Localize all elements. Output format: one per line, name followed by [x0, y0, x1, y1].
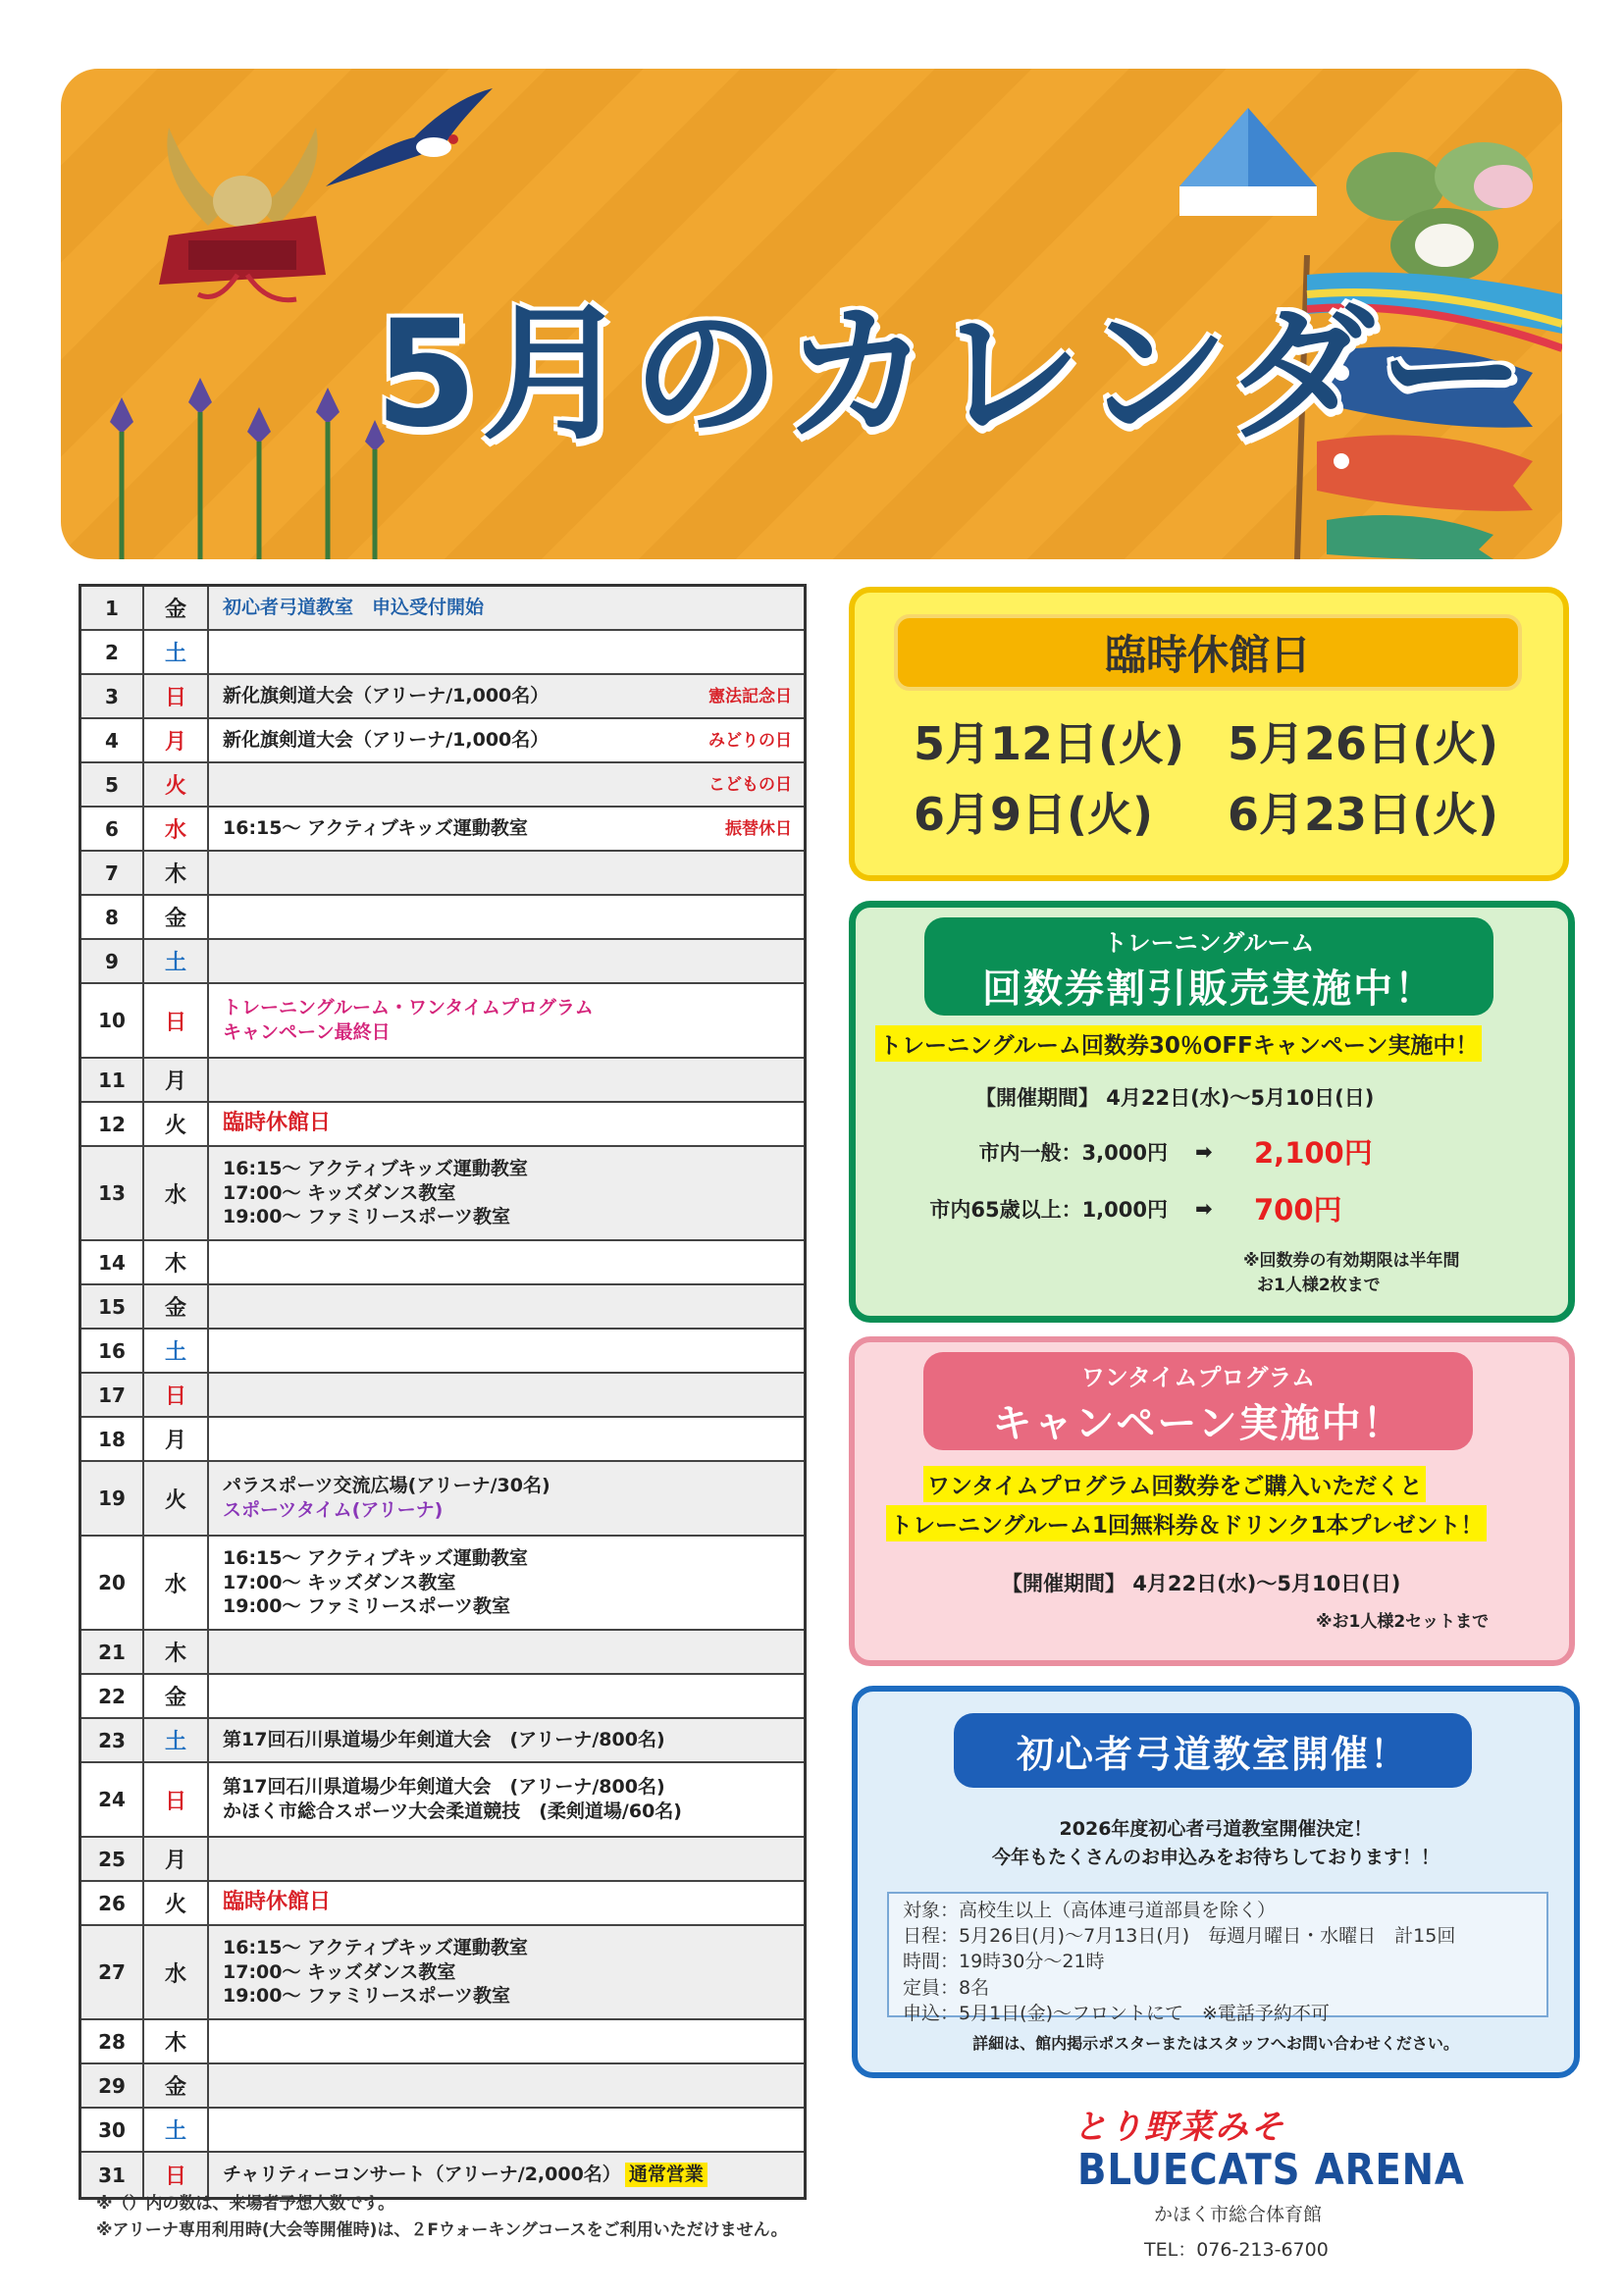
calendar-row — [81, 2064, 804, 2109]
calendar-events — [209, 1147, 804, 1239]
calendar-row — [81, 1059, 804, 1103]
calendar-events — [209, 1675, 804, 1717]
onetime-program-panel — [849, 1336, 1575, 1666]
calendar-row — [81, 2109, 804, 2153]
calendar-day-number: 9 — [81, 940, 144, 982]
origami-helmet-icon — [1170, 98, 1327, 226]
calendar-day-number: 16 — [81, 1330, 144, 1372]
calendar-event: トレーニングルーム・ワンタイムプログラム — [223, 997, 594, 1019]
calendar-events — [209, 1537, 804, 1629]
training-note: ※回数券の有効期限は半年間 — [1243, 1251, 1460, 1271]
training-subtitle: トレーニングルーム — [1103, 929, 1315, 957]
calendar-events — [209, 1838, 804, 1880]
calendar-events — [209, 1374, 804, 1416]
venue-phone: TEL：076-213-6700 — [1144, 2239, 1329, 2261]
sponsor-logo: とり野菜みそ — [1073, 2108, 1285, 2147]
calendar-events — [209, 1059, 804, 1101]
training-room-panel — [849, 901, 1575, 1323]
calendar-events — [209, 675, 804, 717]
calendar-day-number: 4 — [81, 719, 144, 761]
onetime-heading — [923, 1352, 1473, 1450]
calendar-row — [81, 1675, 804, 1719]
calendar-event: 17:00～ キッズダンス教室 — [223, 1571, 456, 1593]
calendar-row — [81, 1462, 804, 1537]
calendar-holiday: こどもの日 — [708, 774, 792, 795]
onetime-line2: トレーニングルーム1回無料券＆ドリンク1本プレゼント！ — [886, 1505, 1487, 1541]
calendar-event: パラスポーツ交流広場(アリーナ/30名) — [223, 1475, 550, 1497]
calendar-weekday: 水 — [144, 1537, 209, 1629]
calendar-weekday: 火 — [144, 763, 209, 806]
calendar-row — [81, 763, 804, 808]
calendar-events — [209, 1330, 804, 1372]
calendar-day-number: 21 — [81, 1631, 144, 1673]
price-senior-label: 市内65歳以上：1,000円 — [929, 1197, 1168, 1222]
kyudo-class-panel — [852, 1686, 1580, 2078]
calendar-weekday: 月 — [144, 1418, 209, 1460]
calendar-event: 第17回石川県道場少年剣道大会 (アリーナ/800名) — [223, 1729, 665, 1751]
calendar-weekday: 月 — [144, 1059, 209, 1101]
calendar-row — [81, 1103, 804, 1147]
calendar-weekday: 金 — [144, 587, 209, 629]
calendar-events — [209, 1631, 804, 1673]
note-line: ※（）内の数は、来場者予想人数です。 — [96, 2194, 395, 2214]
arena-logo: BLUECATS ARENA — [1077, 2145, 1465, 2195]
calendar-row — [81, 587, 804, 631]
calendar-day-number: 22 — [81, 1675, 144, 1717]
calendar-events — [209, 1719, 804, 1761]
calendar-row — [81, 675, 804, 719]
calendar-day-number: 10 — [81, 984, 144, 1057]
calendar-weekday: 月 — [144, 1838, 209, 1880]
calendar-event: 16:15～ アクティブキッズ運動教室 — [223, 1546, 528, 1569]
calendar-day-number: 30 — [81, 2109, 144, 2151]
calendar-day-number: 2 — [81, 631, 144, 673]
calendar-weekday: 土 — [144, 1719, 209, 1761]
calendar-events — [209, 940, 804, 982]
kyudo-intro — [858, 1815, 1574, 1873]
calendar-day-number: 26 — [81, 1882, 144, 1924]
calendar-weekday: 木 — [144, 852, 209, 894]
venue-name: かほく市総合体育館 — [1154, 2204, 1323, 2225]
calendar-day-number: 25 — [81, 1838, 144, 1880]
calendar-events — [209, 1285, 804, 1328]
calendar-events — [209, 2064, 804, 2107]
calendar-weekday: 土 — [144, 2109, 209, 2151]
calendar-events — [209, 808, 804, 850]
calendar-event: 第17回石川県道場少年剣道大会 (アリーナ/800名) — [223, 1776, 665, 1799]
calendar-event: 17:00～ キッズダンス教室 — [223, 1960, 456, 1983]
calendar-row — [81, 1374, 804, 1418]
calendar-row — [81, 1330, 804, 1374]
kyudo-detail: 日程：5月26日(月)～7月13日(月) 毎週月曜日・水曜日 計15回 — [903, 1925, 1456, 1948]
calendar-event: 16:15～ アクティブキッズ運動教室 — [223, 1157, 528, 1179]
calendar-holiday: みどりの日 — [708, 730, 792, 751]
calendar-events — [209, 1763, 804, 1836]
note-line: ※アリーナ専用利用時(大会等開催時)は、２Fウォーキングコースをご利用いただけません。 — [96, 2220, 788, 2241]
arrow-icon: ➡ — [1195, 1196, 1213, 1221]
calendar-row — [81, 1418, 804, 1462]
calendar-weekday: 火 — [144, 1462, 209, 1535]
calendar-weekday: 土 — [144, 631, 209, 673]
calendar-weekday: 水 — [144, 808, 209, 850]
calendar-row — [81, 852, 804, 896]
calendar-row — [81, 1147, 804, 1241]
calendar-event: 16:15～ アクティブキッズ運動教室 — [223, 1936, 528, 1958]
calendar-row — [81, 631, 804, 675]
calendar-row — [81, 940, 804, 984]
calendar-events — [209, 1926, 804, 2018]
calendar-weekday: 木 — [144, 1241, 209, 1283]
closed-date: 6月23日(火) — [1228, 788, 1499, 841]
calendar-event: 臨時休館日 — [223, 1111, 332, 1136]
closed-date: 6月9日(火) — [914, 788, 1154, 841]
calendar-events — [209, 631, 804, 673]
calendar-events — [209, 1462, 804, 1535]
calendar-weekday: 金 — [144, 896, 209, 938]
calendar-day-number: 15 — [81, 1285, 144, 1328]
calendar-row — [81, 896, 804, 940]
calendar-notes — [96, 2191, 788, 2244]
calendar-event: 新化旗剣道大会（アリーナ/1,000名） — [223, 685, 550, 707]
kyudo-detail: 申込：5月1日(金)～フロントにて ※電話予約不可 — [903, 2002, 1330, 2024]
closed-days-list — [914, 708, 1542, 844]
kyudo-intro-line: 今年もたくさんのお申込みをお待ちしております！！ — [991, 1847, 1440, 1869]
onetime-subtitle: ワンタイムプログラム — [1080, 1364, 1316, 1391]
calendar-event: 初心者弓道教室 申込受付開始 — [223, 597, 485, 619]
calendar-events — [209, 719, 804, 761]
calendar-day-number: 28 — [81, 2020, 144, 2062]
calendar-row — [81, 1882, 804, 1926]
calendar-day-number: 8 — [81, 896, 144, 938]
calendar-day-number: 24 — [81, 1763, 144, 1836]
calendar-weekday: 土 — [144, 1330, 209, 1372]
calendar-weekday: 日 — [144, 984, 209, 1057]
calendar-weekday: 火 — [144, 1882, 209, 1924]
calendar-event: 19:00～ ファミリースポーツ教室 — [223, 1206, 511, 1228]
onetime-period: 【開催期間】 4月22日(水)～5月10日(日) — [1002, 1572, 1401, 1595]
calendar-day-number: 6 — [81, 808, 144, 850]
closed-date: 5月12日(火) — [914, 717, 1185, 770]
closed-days-title: 臨時休館日 — [894, 614, 1522, 691]
calendar-event: スポーツタイム(アリーナ) — [223, 1499, 444, 1521]
onetime-line1: ワンタイムプログラム回数券をご購入いただくと — [923, 1466, 1426, 1502]
iris-flowers-icon — [80, 363, 394, 559]
calendar-weekday: 日 — [144, 1763, 209, 1836]
kyudo-detail: 時間：19時30分～21時 — [903, 1951, 1105, 1973]
calendar-weekday: 木 — [144, 1631, 209, 1673]
kyudo-title: 初心者弓道教室開催！ — [954, 1713, 1472, 1788]
calendar-event: 16:15～ アクティブキッズ運動教室 — [223, 817, 528, 840]
kyudo-footer: 詳細は、館内掲示ポスターまたはスタッフへお問い合わせください。 — [972, 2034, 1459, 2053]
training-notes — [1243, 1249, 1460, 1297]
calendar-day-number: 31 — [81, 2153, 144, 2197]
calendar-events — [209, 984, 804, 1057]
calendar-events — [209, 1103, 804, 1145]
calendar-row — [81, 1838, 804, 1882]
calendar-weekday: 水 — [144, 1147, 209, 1239]
calendar-weekday: 木 — [144, 2020, 209, 2062]
calendar-event: チャリティーコンサート（アリーナ/2,000名） — [223, 2164, 621, 2186]
calendar-row — [81, 1763, 804, 1838]
calendar-event: 17:00～ キッズダンス教室 — [223, 1181, 456, 1204]
kyudo-details — [887, 1892, 1548, 2024]
price-row-senior — [924, 1188, 1342, 1228]
calendar-day-number: 7 — [81, 852, 144, 894]
calendar-holiday: 憲法記念日 — [708, 686, 792, 706]
calendar-weekday: 金 — [144, 1285, 209, 1328]
calendar-events — [209, 1241, 804, 1283]
calendar-weekday: 土 — [144, 940, 209, 982]
calendar-day-number: 14 — [81, 1241, 144, 1283]
calendar-events — [209, 1418, 804, 1460]
calendar-day-number: 23 — [81, 1719, 144, 1761]
calendar-row — [81, 719, 804, 763]
calendar-events — [209, 852, 804, 894]
training-title: 回数券割引販売実施中！ — [982, 966, 1436, 1012]
calendar-day-number: 5 — [81, 763, 144, 806]
kyudo-intro-line: 2026年度初心者弓道教室開催決定！ — [1059, 1818, 1373, 1840]
calendar-day-number: 18 — [81, 1418, 144, 1460]
calendar-events — [209, 896, 804, 938]
calendar-event-highlight: 通常営業 — [625, 2163, 707, 2187]
calendar-events — [209, 2109, 804, 2151]
calendar-weekday: 日 — [144, 675, 209, 717]
calendar-table — [79, 584, 807, 2200]
calendar-row — [81, 1631, 804, 1675]
training-period: 【開催期間】 4月22日(水)～5月10日(日) — [975, 1086, 1375, 1110]
closed-date: 5月26日(火) — [1228, 717, 1499, 770]
calendar-day-number: 1 — [81, 587, 144, 629]
training-campaign: トレーニングルーム回数券30％OFFキャンペーン実施中！ — [875, 1025, 1482, 1062]
calendar-events — [209, 2020, 804, 2062]
calendar-event: 臨時休館日 — [223, 1890, 332, 1915]
calendar-weekday: 日 — [144, 2153, 209, 2197]
calendar-weekday: 日 — [144, 1374, 209, 1416]
calendar-row — [81, 1719, 804, 1763]
calendar-event: かほく市総合スポーツ大会柔道競技 (柔剣道場/60名) — [223, 1800, 682, 1822]
price-row-general — [971, 1131, 1373, 1172]
calendar-day-number: 12 — [81, 1103, 144, 1145]
header-banner — [61, 69, 1562, 559]
calendar-events — [209, 763, 804, 806]
calendar-day-number: 11 — [81, 1059, 144, 1101]
calendar-day-number: 29 — [81, 2064, 144, 2107]
price-general-label: 市内一般：3,000円 — [978, 1140, 1168, 1165]
calendar-row — [81, 1537, 804, 1631]
calendar-day-number: 19 — [81, 1462, 144, 1535]
calendar-row — [81, 1241, 804, 1285]
calendar-weekday: 水 — [144, 1926, 209, 2018]
calendar-day-number: 13 — [81, 1147, 144, 1239]
calendar-day-number: 3 — [81, 675, 144, 717]
onetime-note: ※お1人様2セットまで — [1316, 1612, 1490, 1632]
calendar-weekday: 火 — [144, 1103, 209, 1145]
calendar-row — [81, 1926, 804, 2020]
calendar-events — [209, 587, 804, 629]
price-general-new: 2,100円 — [1254, 1136, 1373, 1170]
onetime-title: キャンペーン実施中！ — [992, 1401, 1404, 1446]
calendar-event: 19:00～ ファミリースポーツ教室 — [223, 1985, 511, 2008]
calendar-event: キャンペーン最終日 — [223, 1021, 391, 1043]
kyudo-detail: 対象：高校生以上（高体連弓道部員を除く） — [903, 1900, 1277, 1921]
calendar-row — [81, 984, 804, 1059]
page-title: 5月のカレンダー — [375, 289, 1530, 460]
price-senior-new: 700円 — [1254, 1193, 1342, 1226]
calendar-row — [81, 1285, 804, 1330]
arrow-icon: ➡ — [1195, 1139, 1213, 1164]
calendar-day-number: 27 — [81, 1926, 144, 2018]
calendar-weekday: 月 — [144, 719, 209, 761]
calendar-day-number: 17 — [81, 1374, 144, 1416]
calendar-events — [209, 1882, 804, 1924]
training-note: お1人様2枚まで — [1257, 1275, 1381, 1295]
calendar-day-number: 20 — [81, 1537, 144, 1629]
training-heading — [924, 917, 1493, 1016]
calendar-holiday: 振替休日 — [725, 818, 792, 839]
calendar-weekday: 金 — [144, 2064, 209, 2107]
swallow-bird-icon — [306, 78, 502, 196]
calendar-row — [81, 808, 804, 852]
calendar-event: 新化旗剣道大会（アリーナ/1,000名） — [223, 729, 550, 752]
kyudo-detail: 定員：8名 — [903, 1976, 990, 1999]
calendar-weekday: 金 — [144, 1675, 209, 1717]
closed-days-panel — [849, 587, 1569, 881]
calendar-row — [81, 2020, 804, 2064]
calendar-event: 19:00～ ファミリースポーツ教室 — [223, 1595, 511, 1618]
